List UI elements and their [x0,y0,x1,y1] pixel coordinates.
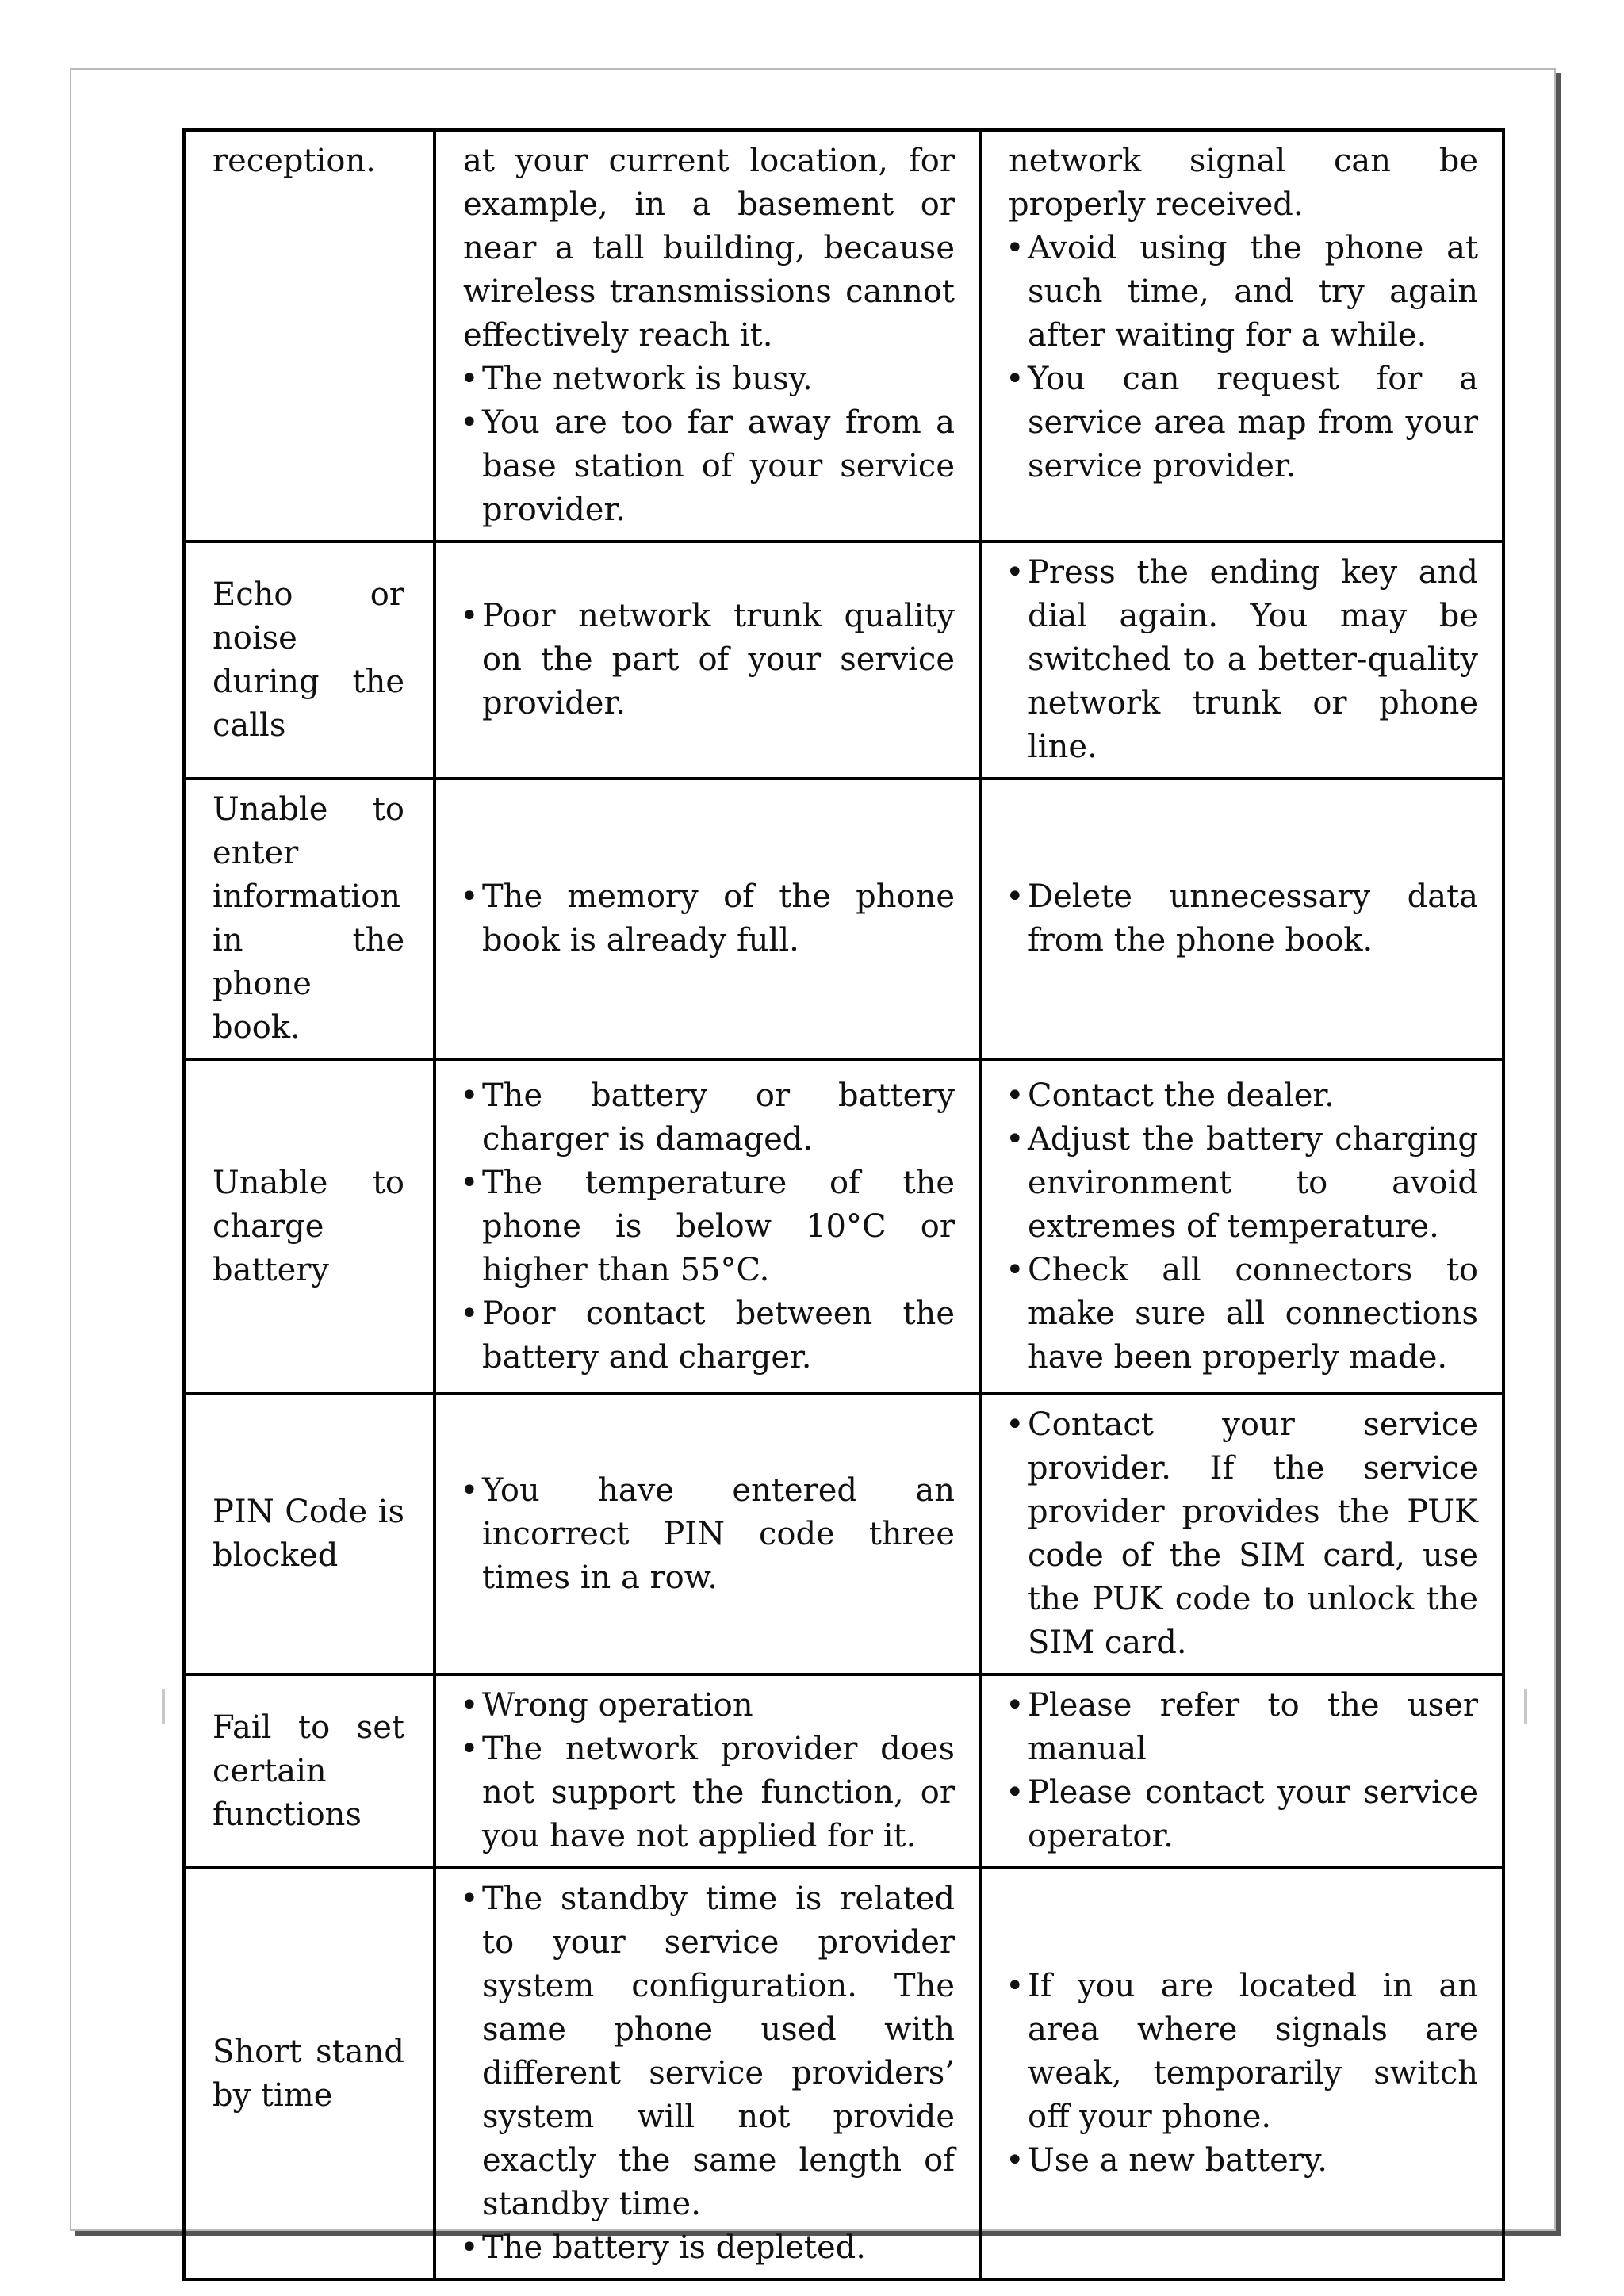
problem-text: PIN Code is blocked [213,1494,404,1574]
cause-item: • The memory of the phone book is already full. [463,875,955,962]
cause-cell [435,1868,980,2279]
solution-cell [980,779,1503,1059]
solution-item: • Press the ending key and dial again. You may be switched to a better-quality network trunk or phone line. [1009,551,1478,769]
cause-item: • The temperature of the phone is below 10°C or higher than 55°C. [463,1161,955,1292]
solution-item: • Please refer to the user manual [1009,1684,1478,1771]
cause-item: • Poor contact between the battery and charger. [463,1292,955,1380]
solution-cell [980,130,1503,541]
solution-item: • Check all connectors to make sure all connections have been properly made. [1009,1249,1478,1380]
page-edge-mark-right [1524,1689,1527,1724]
solution-item: • Delete unnecessary data from the phone book. [1009,875,1478,962]
table-row-echo-noise [184,541,1503,779]
table-row-reception [184,130,1503,541]
cause-item: • The battery is depleted. [463,2226,955,2270]
solution-item: • Avoid using the phone at such time, and try again after waiting for a while. [1009,227,1478,358]
table-row-pin-blocked [184,1394,1503,1674]
problem-text: reception. [213,143,376,179]
solution-continuation-text: network signal can be properly received. [1009,143,1478,223]
page-edge-mark-left [162,1689,165,1724]
problem-text: Echo or noise during the calls [213,576,404,744]
solution-cell [980,1674,1503,1868]
problem-cell [184,779,435,1059]
cause-item: • The standby time is related to your service provider system configuration. The same phone used with different service providers’ system will not provide exactly the same length of standby time. [463,1877,955,2226]
cause-item: • Poor network trunk quality on the part of your service provider. [463,595,955,725]
cause-item: • The battery or battery charger is damaged. [463,1074,955,1161]
problem-text: Unable to enter information in the phone book. [213,791,404,1046]
solution-item: • Contact your service provider. If the service provider provides the PUK code of the SIM card, use the PUK code to unlock the SIM card. [1009,1403,1478,1665]
solution-item: • Contact the dealer. [1009,1074,1478,1118]
cause-cell [435,779,980,1059]
solution-item: • Use a new battery. [1009,2139,1478,2183]
cause-cell [435,541,980,779]
problem-cell [184,1868,435,2279]
problem-cell [184,130,435,541]
solution-item: • Adjust the battery charging environment to avoid extremes of temperature. [1009,1118,1478,1249]
cause-cell [435,130,980,541]
cause-item: • The network provider does not support the function, or you have not applied for it. [463,1728,955,1858]
cause-cell [435,1059,980,1394]
troubleshooting-table [182,128,1505,2281]
problem-cell [184,1394,435,1674]
cause-cell [435,1394,980,1674]
problem-cell [184,1059,435,1394]
table-row-phone-book [184,779,1503,1059]
cause-item: • You are too far away from a base station of your service provider. [463,401,955,532]
table-row-charge-battery [184,1059,1503,1394]
solution-cell [980,541,1503,779]
problem-text: Fail to set certain functions [213,1709,404,1833]
cause-item: • Wrong operation [463,1684,955,1728]
solution-item: • Please contact your service operator. [1009,1771,1478,1858]
solution-cell [980,1394,1503,1674]
cause-cell [435,1674,980,1868]
problem-text: Short stand by time [213,2033,404,2114]
solution-cell [980,1868,1503,2279]
problem-text: Unable to charge battery [213,1164,404,1288]
table-row-short-standby [184,1868,1503,2279]
problem-cell [184,541,435,779]
problem-cell [184,1674,435,1868]
solution-item: • If you are located in an area where signals are weak, temporarily switch off your phone. [1009,1965,1478,2139]
solution-cell [980,1059,1503,1394]
cause-item: • The network is busy. [463,358,955,401]
cause-continuation-text: at your current location, for example, in a basement or near a tall building, because wireless transmissions cannot effectively reach it. [463,143,955,354]
solution-item: • You can request for a service area map from your service provider. [1009,358,1478,488]
table-row-set-functions [184,1674,1503,1868]
cause-item: • You have entered an incorrect PIN code three times in a row. [463,1469,955,1600]
